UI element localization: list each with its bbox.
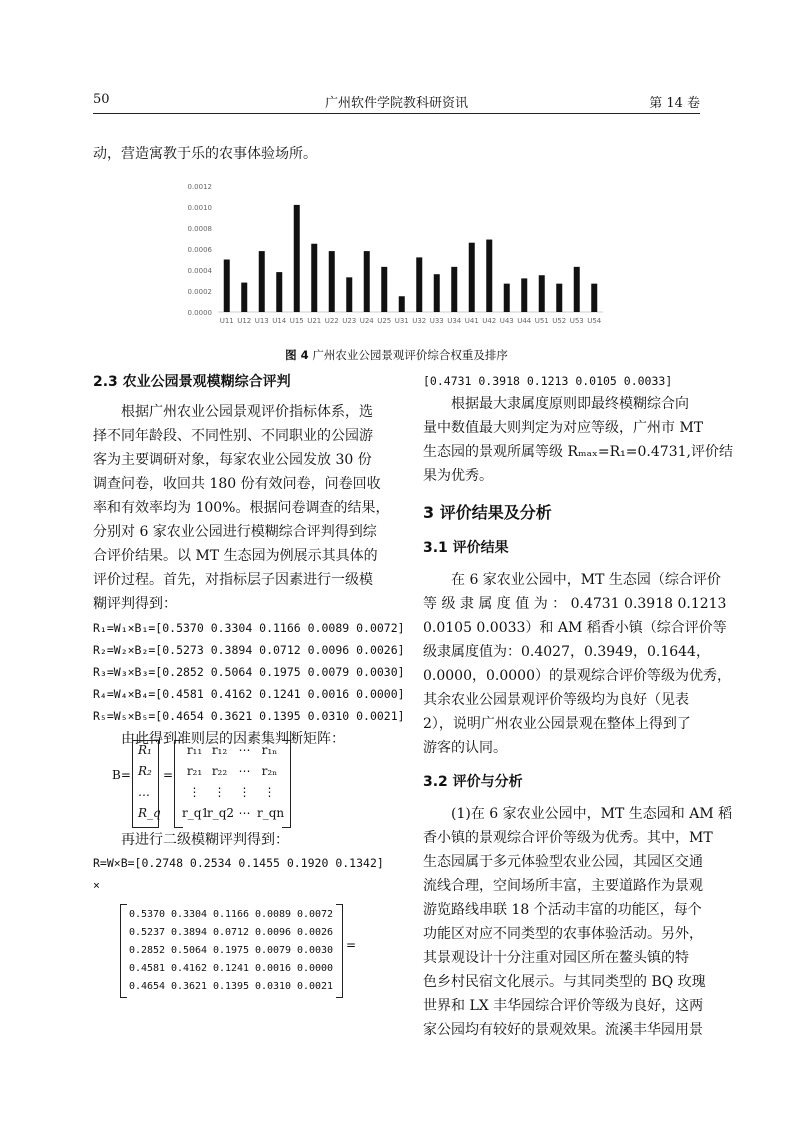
matrix-entry: r₁ₙ (261, 743, 278, 757)
bar-U53 (574, 267, 580, 312)
paragraph-line: 评价过程。首先，对指标层子因素进行一级模 (93, 572, 373, 588)
y-tick-label: 0.0008 (187, 225, 212, 233)
page-number: 50 (93, 92, 110, 107)
y-tick-label: 0.0002 (187, 288, 212, 296)
matrix-cell: 0.1166 (212, 909, 250, 920)
times-sign: × (93, 878, 100, 892)
x-tick-label: U54 (587, 317, 602, 325)
result-vector: [0.4731 0.3918 0.1213 0.0105 0.0033] (423, 374, 673, 388)
matrix-cell: 0.0089 (254, 909, 292, 920)
r-vector-entry: … (138, 785, 150, 799)
section-2-3-paragraph (93, 400, 390, 616)
paragraph-line: 在 6 家农业公园中，MT 生态园（综合评价 (451, 572, 721, 588)
paragraph-line: 果为优秀。 (423, 468, 493, 484)
volume-label: 第 14 卷 (649, 96, 700, 111)
x-tick-label: U43 (499, 317, 514, 325)
x-tick-label: U25 (377, 317, 392, 325)
matrix-entry: r₂₂ (211, 764, 228, 778)
r-vector (138, 740, 161, 824)
paragraph-line: 色乡村民宿文化展示。与其同类型的 BQ 玫瑰 (423, 974, 706, 990)
matrix-entry: r_q2 (207, 806, 235, 820)
matrix-cell: 0.2852 (128, 945, 166, 956)
x-tick-label: U23 (342, 317, 357, 325)
matrix-cell: 0.0026 (296, 927, 334, 938)
header-rule (93, 113, 700, 114)
matrix-entry: r_qn (257, 806, 285, 820)
first-level-results (93, 617, 405, 727)
paragraph-line: 游览路线串联 18 个活动丰富的功能区，每个 (423, 902, 702, 918)
bar-U15 (294, 205, 300, 312)
y-tick-label: 0.0006 (187, 246, 212, 254)
paragraph-line: (1)在 6 家农业公园中，MT 生态园和 AM 稻 (451, 806, 733, 822)
matrix-entry: ⋮ (188, 785, 201, 799)
paragraph-line: 生态园的景观所属等级 Rₘₐₓ=R₁=0.4731,评价结 (423, 444, 733, 460)
equals-sign: = (163, 768, 174, 782)
matrix-entry: ⋯ (238, 806, 251, 820)
paragraph-line: 糊评判得到： (93, 596, 177, 612)
bar-U32 (416, 257, 422, 312)
matrix-entry: r₁₁ (186, 743, 203, 757)
paragraph-line: 家公园均有较好的景观效果。流溪丰华园用景 (423, 1022, 703, 1038)
paragraph-line: 生态园属于多元体验型农业公园，其园区交通 (423, 854, 703, 870)
x-tick-label: U13 (254, 317, 269, 325)
paragraph-line: 流线合理，空间场所丰富，主要道路作为景观 (423, 878, 703, 894)
figure-caption (0, 347, 793, 363)
x-tick-label: U15 (289, 317, 304, 325)
bar-U41 (469, 243, 475, 312)
x-tick-label: U24 (359, 317, 374, 325)
matrix-cell: 0.4162 (170, 963, 208, 974)
matrix-cell: 0.0030 (296, 945, 334, 956)
r-result-line: R₃=W₃×B₃=[0.2852 0.5064 0.1975 0.0079 0.0030] (93, 665, 405, 679)
b-label: B= (112, 768, 131, 782)
bar-U12 (241, 283, 247, 312)
section-2-3-heading: 2.3 农业公园景观模糊综合评判 (93, 374, 291, 390)
section-3-1-heading: 3.1 评价结果 (423, 540, 509, 556)
matrix-cell: 0.5064 (170, 945, 208, 956)
matrix-entry: ⋮ (238, 785, 251, 799)
second-level (93, 828, 387, 896)
paragraph-line: 0.0105 0.0033）和 AM 稻香小镇（综合评价等 (423, 620, 727, 636)
paragraph-line: 等 级 隶 属 度 值 为 ： 0.4731 0.3918 0.1213 (423, 596, 727, 612)
matrix-cell: 0.1395 (212, 981, 250, 992)
bar-U14 (276, 272, 282, 312)
y-tick-label: 0.0010 (187, 204, 212, 212)
membership-matrix (126, 906, 336, 996)
bar-U51 (539, 275, 545, 312)
figure-caption-text: 广州农业公园景观评价综合权重及排序 (312, 348, 508, 362)
x-tick-label: U44 (517, 317, 532, 325)
matrix-entry: ⋯ (238, 764, 251, 778)
matrix-cell: 0.4581 (128, 963, 166, 974)
section-3-2-heading: 3.2 评价与分析 (423, 774, 523, 790)
right-column (423, 370, 733, 1042)
x-tick-label: U21 (307, 317, 322, 325)
paragraph-line: 根据最大隶属度原则即最终模糊综合向 (451, 396, 689, 412)
bar-U43 (504, 284, 510, 312)
matrix-cell: 0.4654 (128, 981, 166, 992)
matrix-cell: 0.0000 (296, 963, 334, 974)
r-vector-entry: R₂ (138, 764, 152, 778)
matrix-cell: 0.0712 (212, 927, 250, 938)
r-result-line: R₂=W₂×B₂=[0.5273 0.3894 0.0712 0.0096 0.0026] (93, 643, 405, 657)
paragraph-line: 调查问卷，收回共 180 份有效问卷，问卷回收 (93, 476, 381, 492)
bar-U13 (259, 251, 265, 312)
r-result-line: R₅=W₅×B₅=[0.4654 0.3621 0.1395 0.0310 0.0021] (93, 709, 405, 723)
y-tick-label: 0.0000 (187, 309, 212, 317)
matrix-entry: r₂ₙ (261, 764, 278, 778)
matrix-cell: 0.0079 (254, 945, 292, 956)
x-tick-label: U53 (569, 317, 584, 325)
matrix-cell: 0.3894 (170, 927, 208, 938)
matrix-cell: 0.1241 (212, 963, 250, 974)
matrix-entry: ⋮ (263, 785, 276, 799)
paragraph-line: 功能区对应不同类型的农事体验活动。另外， (423, 926, 703, 942)
weight-bar-chart (180, 180, 610, 330)
paragraph-line: 世界和 LX 丰华园综合评价等级为良好，这两 (423, 998, 704, 1014)
matrix-entry: r₁₂ (211, 743, 228, 757)
paragraph-line: 合评价结果。以 MT 生态园为例展示其具体的 (93, 548, 378, 564)
r-result-line: R₁=W₁×B₁=[0.5370 0.3304 0.1166 0.0089 0.0072] (93, 621, 405, 635)
paragraph-line: 游客的认同。 (423, 740, 507, 756)
r-vector-entry: R₁ (138, 743, 152, 757)
x-tick-label: U33 (429, 317, 444, 325)
matrix-cell: 0.0016 (254, 963, 292, 974)
matrix-cell: 0.5237 (128, 927, 166, 938)
bar-U42 (486, 240, 492, 312)
y-tick-label: 0.0012 (187, 183, 212, 191)
paragraph-line: 率和有效率均为 100%。根据问卷调查的结果， (93, 500, 390, 516)
figure-caption-number: 图 4 (285, 348, 309, 362)
x-tick-label: U22 (324, 317, 339, 325)
paragraph-line: 分别对 6 家农业公园进行模糊综合评判得到综 (93, 524, 377, 540)
matrix-cell: 0.5370 (128, 909, 166, 920)
paragraph-line: 根据广州农业公园景观评价指标体系，选 (121, 404, 373, 420)
x-tick-label: U51 (534, 317, 549, 325)
bar-U31 (399, 296, 405, 312)
x-tick-label: U41 (464, 317, 479, 325)
bar-U52 (556, 284, 562, 312)
x-tick-label: U31 (394, 317, 409, 325)
bar-U44 (521, 278, 527, 312)
matrix-cell: 0.1975 (212, 945, 250, 956)
bar-U34 (451, 267, 457, 312)
max-membership-paragraph (423, 392, 733, 488)
matrix-cell: 0.0096 (254, 927, 292, 938)
x-tick-label: U52 (552, 317, 567, 325)
matrix-entry: ⋯ (238, 743, 251, 757)
journal-title: 广州软件学院教科研资讯 (324, 96, 468, 111)
bar-U22 (329, 251, 335, 312)
matrix-entry: r₂₁ (186, 764, 203, 778)
matrix-cell: 0.0310 (254, 981, 292, 992)
left-column (93, 370, 405, 751)
paragraph-line: 量中数值最大则判定为对应等级，广州市 MT (423, 420, 704, 436)
paragraph-line: 择不同年龄段、不同性别、不同职业的公园游 (93, 428, 373, 444)
matrix-intro: 由此得到准则层的因素集判断矩阵： (121, 731, 345, 747)
matrix-entry: r_q1 (182, 806, 210, 820)
bar-U33 (434, 274, 440, 312)
paragraph-line: 2），说明广州农业公园景观在整体上得到了 (423, 716, 691, 732)
matrix-cell: 0.3621 (170, 981, 208, 992)
paragraph-line: 客为主要调研对象，每家农业公园发放 30 份 (93, 452, 372, 468)
intro-line: 动，营造寓教于乐的农事体验场所。 (93, 146, 317, 162)
paragraph-line: 其余农业公园景观评价等级均为良好（见表 (423, 692, 689, 708)
x-tick-label: U12 (237, 317, 252, 325)
bar-U25 (381, 267, 387, 312)
x-tick-label: U42 (482, 317, 497, 325)
big-matrix-equals: = (346, 938, 357, 952)
bar-U24 (364, 251, 370, 312)
section-3-2-paragraph (423, 802, 733, 1042)
matrix-entry: ⋮ (213, 785, 226, 799)
x-tick-label: U34 (447, 317, 462, 325)
second-intro: 再进行二级模糊评判得到： (121, 832, 289, 848)
big-matrix-bracket-right (336, 904, 343, 998)
bar-U11 (224, 260, 230, 313)
x-tick-label: U14 (272, 317, 287, 325)
section-3-1-paragraph (423, 568, 731, 760)
bar-U54 (591, 284, 597, 312)
paragraph-line: 香小镇的景观综合评价等级为优秀。其中，MT (423, 830, 713, 846)
r-result-line: R₄=W₄×B₄=[0.4581 0.4162 0.1241 0.0016 0.0000] (93, 687, 405, 701)
r-matrix (182, 740, 285, 824)
y-tick-label: 0.0004 (187, 267, 212, 275)
matrix-cell: 0.0021 (296, 981, 334, 992)
paragraph-line: 级隶属度值为：0.4027，0.3949，0.1644， (423, 644, 710, 660)
matrix-cell: 0.3304 (170, 909, 208, 920)
paragraph-line: 0.0000，0.0000）的景观综合评价等级为优秀， (423, 668, 731, 684)
matrix-cell: 0.0072 (296, 909, 334, 920)
bar-U21 (311, 244, 317, 312)
x-tick-label: U32 (412, 317, 427, 325)
r-vector-entry: R_q (138, 806, 161, 820)
bar-U23 (346, 277, 352, 312)
section-3-heading: 3 评价结果及分析 (423, 503, 552, 522)
x-tick-label: U11 (219, 317, 234, 325)
paragraph-line: 其景观设计十分注重对园区所在鳌头镇的特 (423, 950, 689, 966)
rw-line: R=W×B=[0.2748 0.2534 0.1455 0.1920 0.1342] (93, 856, 384, 870)
